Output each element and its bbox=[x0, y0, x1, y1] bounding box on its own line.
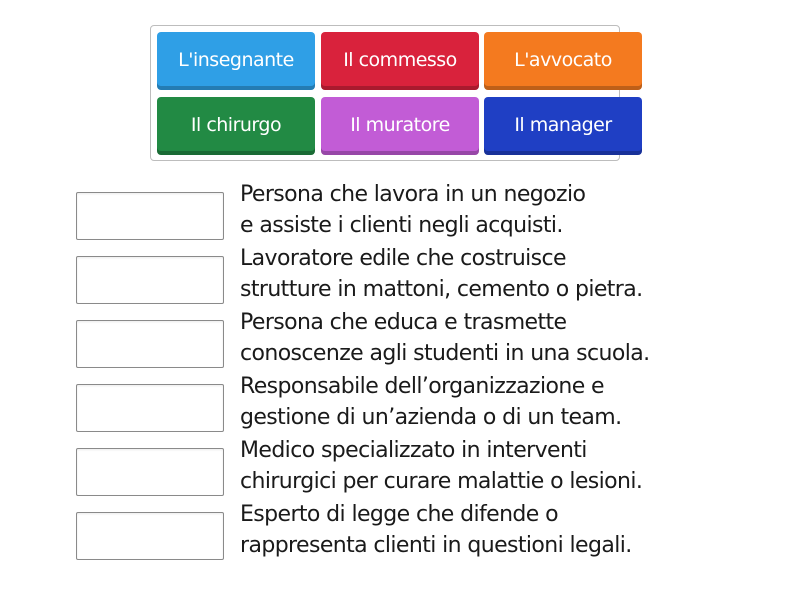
definition-line: Persona che educa e trasmette bbox=[240, 310, 567, 335]
definition-text bbox=[240, 435, 770, 497]
tile-avvocato[interactable]: L'avvocato bbox=[484, 32, 642, 90]
definition-line: e assiste i clienti negli acquisti. bbox=[240, 213, 563, 238]
match-row bbox=[76, 246, 776, 309]
definition-text bbox=[240, 179, 770, 241]
definition-line: Medico specializzato in interventi bbox=[240, 438, 587, 463]
drop-zone[interactable] bbox=[76, 384, 224, 432]
drop-zone[interactable] bbox=[76, 320, 224, 368]
tile-commesso[interactable]: Il commesso bbox=[321, 32, 479, 90]
tile-chirurgo[interactable]: Il chirurgo bbox=[157, 97, 315, 155]
definition-line: chirurgici per curare malattie o lesioni. bbox=[240, 469, 643, 494]
drop-zone[interactable] bbox=[76, 192, 224, 240]
drop-zone[interactable] bbox=[76, 448, 224, 496]
tile-insegnante[interactable]: L'insegnante bbox=[157, 32, 315, 90]
definition-line: strutture in mattoni, cemento o pietra. bbox=[240, 277, 643, 302]
definition-line: Persona che lavora in un negozio bbox=[240, 182, 586, 207]
match-row bbox=[76, 310, 776, 373]
tile-manager[interactable]: Il manager bbox=[484, 97, 642, 155]
definition-line: conoscenze agli studenti in una scuola. bbox=[240, 341, 650, 366]
definition-line: rappresenta clienti in questioni legali. bbox=[240, 533, 632, 558]
definition-text bbox=[240, 371, 770, 433]
match-row bbox=[76, 374, 776, 437]
match-row bbox=[76, 502, 776, 565]
definition-text bbox=[240, 499, 770, 561]
definition-line: Esperto di legge che difende o bbox=[240, 502, 558, 527]
definition-text bbox=[240, 243, 770, 305]
word-bank bbox=[150, 25, 620, 161]
definition-line: Responsabile dell’organizzazione e bbox=[240, 374, 604, 399]
definition-text bbox=[240, 307, 770, 369]
definition-line: Lavoratore edile che costruisce bbox=[240, 246, 566, 271]
drop-zone[interactable] bbox=[76, 256, 224, 304]
tile-muratore[interactable]: Il muratore bbox=[321, 97, 479, 155]
match-row bbox=[76, 182, 776, 245]
definition-line: gestione di un’azienda o di un team. bbox=[240, 405, 622, 430]
drop-zone[interactable] bbox=[76, 512, 224, 560]
match-row bbox=[76, 438, 776, 501]
